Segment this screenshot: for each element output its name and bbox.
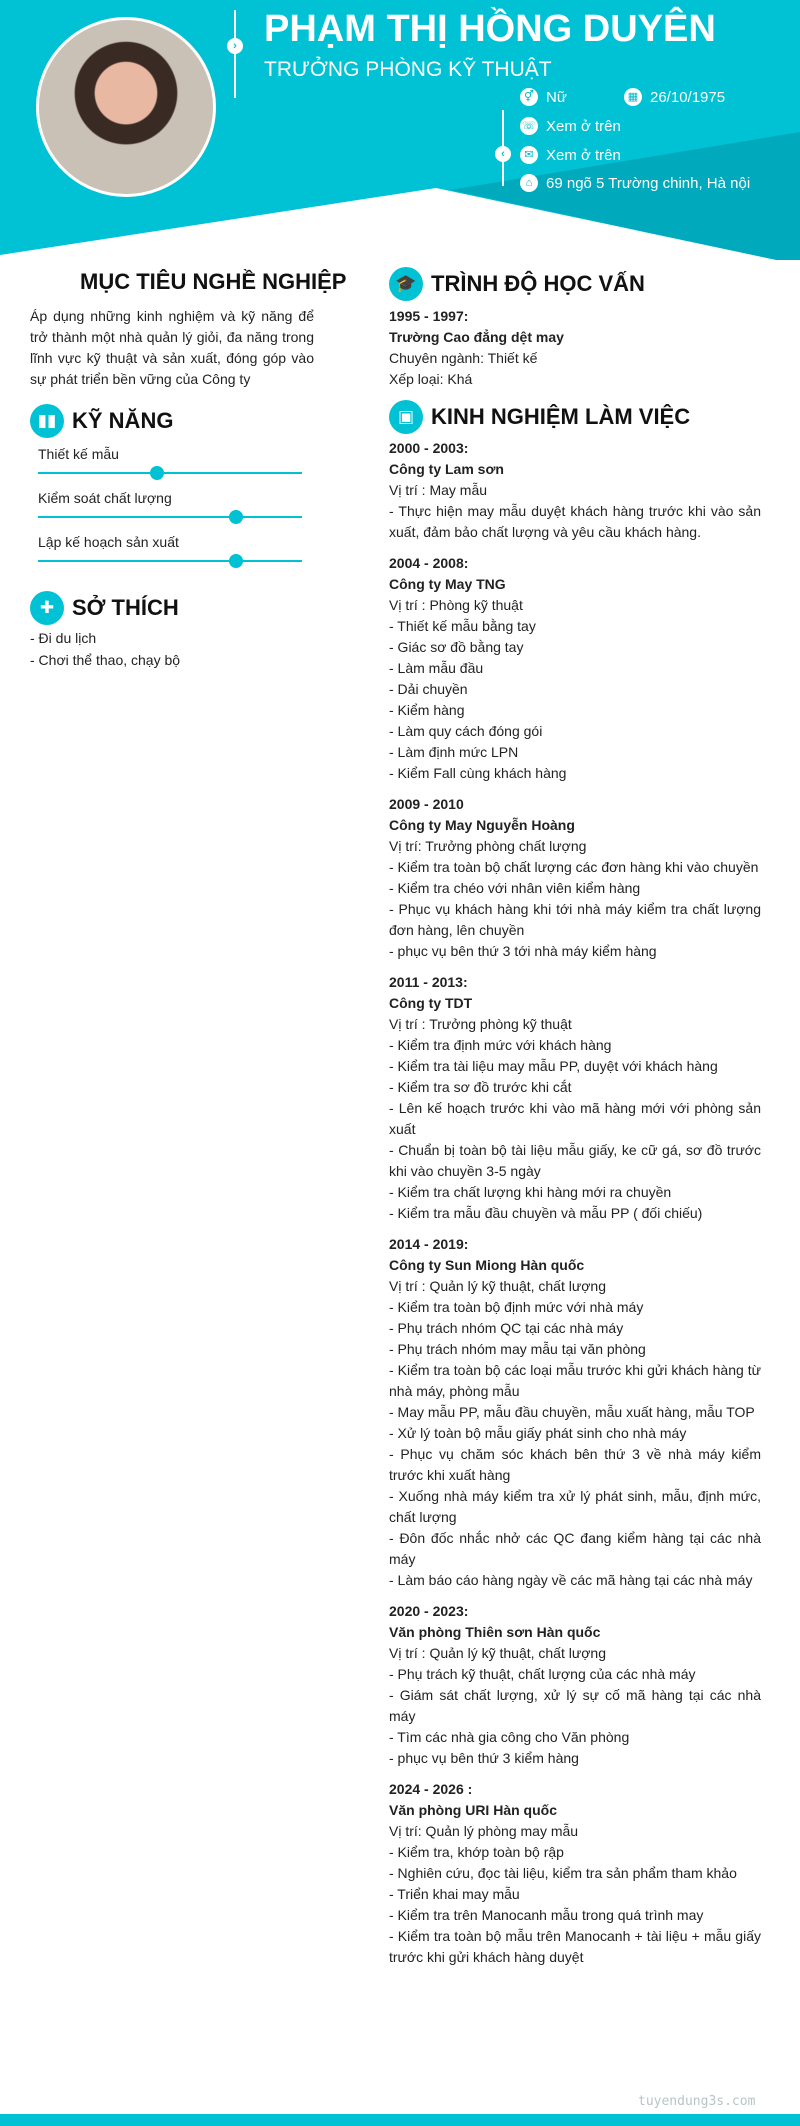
job-duty: - Xuống nhà máy kiểm tra xử lý phát sinh, mẫu, định mức, chất lượng — [389, 1488, 761, 1525]
experience-job — [389, 1601, 761, 1769]
job-duty: - Kiểm tra chéo với nhân viên kiểm hàng — [389, 880, 641, 896]
job-duty: - Giám sát chất lượng, xử lý sự cố mã hàng tại các nhà máy — [389, 1687, 761, 1724]
job-duty: - Giác sơ đồ bằng tay — [389, 639, 524, 655]
experience-job — [389, 972, 761, 1224]
address-info — [520, 174, 750, 192]
job-company: Văn phòng Thiên sơn Hàn quốc — [389, 1624, 601, 1640]
job-position: Vị trí : Quản lý kỹ thuật, chất lượng — [389, 1278, 606, 1294]
bar-chart-icon: ▮▮ — [30, 404, 64, 438]
skill-bar — [38, 472, 302, 474]
graduation-cap-icon: 🎓 — [389, 267, 423, 301]
email-icon: ✉ — [520, 146, 538, 164]
job-duty: - Kiểm tra, khớp toàn bộ rập — [389, 1844, 564, 1860]
job-duty: - Kiểm tra trên Manocanh mẫu trong quá trình may — [389, 1907, 704, 1923]
hobby-item: - Chơi thể thao, chạy bộ — [30, 652, 181, 668]
email-info — [520, 146, 621, 164]
job-duty: - May mẫu PP, mẫu đầu chuyền, mẫu xuất hàng, mẫu TOP — [389, 1404, 755, 1420]
job-duty: - Kiểm tra toàn bộ định mức với nhà máy — [389, 1299, 644, 1315]
job-duty: - Kiểm tra toàn bộ mẫu trên Manocanh + tài liệu + mẫu giấy trước khi gửi khách hàng duyệt — [389, 1928, 761, 1965]
job-duty: - Thiết kế mẫu bằng tay — [389, 618, 536, 634]
job-duty: - Làm quy cách đóng gói — [389, 723, 543, 739]
job-duty: - Kiểm hàng — [389, 702, 465, 718]
job-duty: - Kiểm tra mẫu đầu chuyền và mẫu PP ( đối chiếu) — [389, 1205, 703, 1221]
dob-value: 26/10/1975 — [650, 88, 726, 106]
job-duty: - Lên kế hoạch trước khi vào mã hàng mới với phòng sản xuất — [389, 1100, 761, 1137]
job-company: Công ty May TNG — [389, 576, 506, 592]
education-grade: Xếp loại: Khá — [389, 371, 473, 387]
job-position: Vị trí : Quản lý kỹ thuật, chất lượng — [389, 1645, 606, 1661]
job-duty: - Đôn đốc nhắc nhở các QC đang kiểm hàng tại các nhà máy — [389, 1530, 761, 1567]
job-company: Công ty Sun Miong Hàn quốc — [389, 1257, 585, 1273]
job-duty: - Xử lý toàn bộ mẫu giấy phát sinh cho nhà máy — [389, 1425, 687, 1441]
job-duty: - Làm định mức LPN — [389, 744, 519, 760]
job-duty: - Làm mẫu đầu — [389, 660, 484, 676]
gender-value: Nữ — [546, 88, 567, 106]
job-duty: - phục vụ bên thứ 3 kiểm hàng — [389, 1750, 579, 1766]
job-position: Vị trí : Phòng kỹ thuật — [389, 597, 523, 613]
phone-icon: ☏ — [520, 117, 538, 135]
job-duty: - Kiểm tra tài liệu may mẫu PP, duyệt với khách hàng — [389, 1058, 718, 1074]
job-period: 2014 - 2019: — [389, 1236, 469, 1252]
skill-label: Kiểm soát chất lượng — [38, 490, 172, 506]
job-company: Công ty May Nguyễn Hoàng — [389, 817, 575, 833]
job-position: Vị trí : May mẫu — [389, 482, 488, 498]
job-position: Vị trí: Trưởng phòng chất lượng — [389, 838, 587, 854]
home-icon: ⌂ — [520, 174, 538, 192]
education-major: Chuyên ngành: Thiết kế — [389, 350, 538, 366]
skill-bar — [38, 560, 302, 562]
job-duty: - Thực hiện may mẫu duyệt khách hàng trước khi vào sản xuất, đảm bảo chất lượng và yêu cầu khách hàng. — [389, 503, 761, 540]
job-duty: - Phụ trách nhóm QC tại các nhà máy — [389, 1320, 624, 1336]
gamepad-icon: ✚ — [30, 591, 64, 625]
job-duty: - Dải chuyền — [389, 681, 468, 697]
experience-heading: ▣ KINH NGHIỆM LÀM VIỆC — [389, 400, 690, 434]
job-company: Công ty TDT — [389, 995, 473, 1011]
phone-value: Xem ở trên — [546, 117, 621, 135]
job-period: 2020 - 2023: — [389, 1603, 469, 1619]
job-duty: - Kiểm tra sơ đồ trước khi cắt — [389, 1079, 572, 1095]
education-heading: 🎓 TRÌNH ĐỘ HỌC VẤN — [389, 267, 645, 301]
job-period: 2011 - 2013: — [389, 974, 468, 990]
candidate-name: PHẠM THỊ HỒNG DUYÊN — [264, 8, 716, 50]
education-school: Trường Cao đẳng dệt may — [389, 329, 564, 345]
skill-knob — [150, 466, 164, 480]
job-duty: - Phục vụ khách hàng khi tới nhà máy kiểm tra chất lượng đơn hàng, lên chuyền — [389, 901, 761, 938]
job-duty: - Làm báo cáo hàng ngày về các mã hàng tại các nhà máy — [389, 1572, 753, 1588]
job-duty: - Triển khai may mẫu — [389, 1886, 520, 1902]
candidate-title: TRƯỞNG PHÒNG KỸ THUẬT — [264, 58, 552, 81]
job-duty: - Nghiên cứu, đọc tài liệu, kiểm tra sản phẩm tham khảo — [389, 1865, 737, 1881]
job-period: 2000 - 2003: — [389, 440, 469, 456]
job-duty: - Phục vụ chăm sóc khách bên thứ 3 về nhà máy kiểm trước khi xuất hàng — [389, 1446, 761, 1483]
job-duty: - Kiểm tra toàn bộ chất lượng các đơn hàng khi vào chuyền — [389, 859, 759, 875]
job-period: 2004 - 2008: — [389, 555, 469, 571]
chevron-right-icon: › — [227, 38, 243, 54]
job-period: 2024 - 2026 : — [389, 1781, 473, 1797]
skill-label: Thiết kế mẫu — [38, 446, 119, 462]
job-duty: - Tìm các nhà gia công cho Văn phòng — [389, 1729, 630, 1745]
watermark: tuyendung3s.com — [638, 2094, 756, 2109]
job-duty: - Kiểm tra chất lượng khi hàng mới ra chuyền — [389, 1184, 672, 1200]
skill-knob — [229, 510, 243, 524]
hobbies-heading: ✚ SỞ THÍCH — [30, 591, 179, 625]
education-entry — [389, 306, 761, 390]
profile-photo — [36, 17, 216, 197]
footer-bar — [0, 2114, 800, 2126]
experience-job — [389, 438, 761, 543]
objective-text: Áp dụng những kinh nghiệm và kỹ năng để trở thành một nhà quản lý giỏi, đa năng trong lĩnh vực kỹ thuật và sản xuất, đóng góp vào sự phát triển bền vững của Công ty — [30, 308, 314, 387]
experience-job — [389, 1234, 761, 1591]
job-duty: - Kiểm tra định mức với khách hàng — [389, 1037, 612, 1053]
briefcase-icon: ▣ — [389, 400, 423, 434]
experience-list — [389, 438, 761, 1978]
experience-job — [389, 1779, 761, 1968]
job-company: Công ty Lam sơn — [389, 461, 504, 477]
address-value: 69 ngõ 5 Trường chinh, Hà nội — [546, 174, 751, 192]
hobby-item: - Đi du lịch — [30, 630, 97, 646]
phone-info — [520, 117, 621, 135]
gender-icon: ⚥ — [520, 88, 538, 106]
job-company: Văn phòng URI Hàn quốc — [389, 1802, 557, 1818]
email-value: Xem ở trên — [546, 146, 621, 164]
job-position: Vị trí : Trưởng phòng kỹ thuật — [389, 1016, 572, 1032]
job-duty: - Phụ trách nhóm may mẫu tại văn phòng — [389, 1341, 646, 1357]
skills-heading: ▮▮ KỸ NĂNG — [30, 404, 173, 438]
calendar-icon: ▦ — [624, 88, 642, 106]
experience-job — [389, 794, 761, 962]
job-duty: - Kiểm Fall cùng khách hàng — [389, 765, 567, 781]
skill-label: Lập kế hoạch sản xuất — [38, 534, 179, 550]
gender-info — [520, 88, 567, 106]
education-period: 1995 - 1997: — [389, 308, 469, 324]
job-period: 2009 - 2010 — [389, 796, 464, 812]
header-divider-line — [234, 10, 236, 98]
job-position: Vị trí: Quản lý phòng may mẫu — [389, 1823, 579, 1839]
job-duty: - Phụ trách kỹ thuật, chất lượng của các nhà máy — [389, 1666, 696, 1682]
skill-bar — [38, 516, 302, 518]
experience-job — [389, 553, 761, 784]
objective-heading: MỤC TIÊU NGHỀ NGHIỆP — [80, 269, 347, 294]
job-duty: - Kiểm tra toàn bộ các loại mẫu trước khi gửi khách hàng từ nhà máy, phòng mẫu — [389, 1362, 761, 1399]
skill-knob — [229, 554, 243, 568]
job-duty: - phục vụ bên thứ 3 tới nhà máy kiểm hàng — [389, 943, 657, 959]
dob-info — [624, 88, 725, 106]
chevron-left-icon: ‹ — [495, 146, 511, 162]
job-duty: - Chuẩn bị toàn bộ tài liệu mẫu giấy, ke cữ gá, sơ đồ trước khi vào chuyền 3-5 ngày — [389, 1142, 761, 1179]
